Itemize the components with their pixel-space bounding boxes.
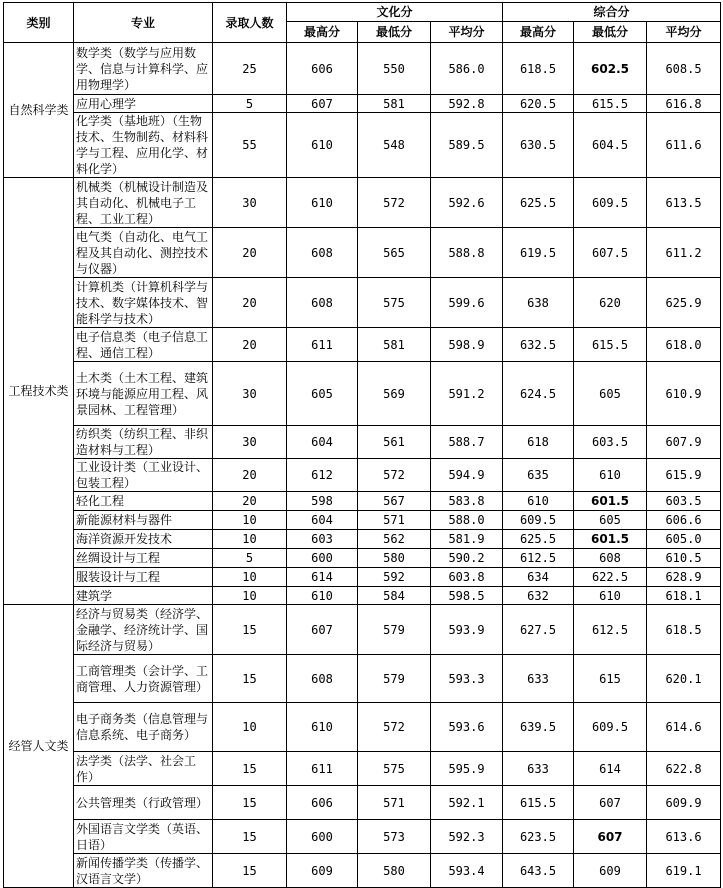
composite-max-cell: 633	[503, 752, 574, 786]
culture-avg-cell: 588.7	[431, 426, 503, 459]
composite-min-cell: 601.5	[574, 492, 647, 511]
culture-min-cell: 581	[358, 95, 431, 113]
culture-min-cell: 550	[358, 43, 431, 95]
table-row	[4, 178, 721, 228]
table-row	[4, 426, 721, 459]
table-row	[4, 703, 721, 752]
count-cell: 10	[213, 568, 287, 587]
header-composite-max: 最高分	[503, 22, 574, 43]
culture-max-cell: 611	[287, 328, 358, 362]
composite-min-cell: 615.5	[574, 95, 647, 113]
composite-min-cell: 608	[574, 549, 647, 568]
count-cell: 10	[213, 587, 287, 605]
composite-min-cell: 609.5	[574, 178, 647, 228]
composite-avg-cell: 607.9	[647, 426, 721, 459]
culture-min-cell: 592	[358, 568, 431, 587]
composite-avg-cell: 606.6	[647, 511, 721, 530]
header-culture-min: 最低分	[358, 22, 431, 43]
count-cell: 15	[213, 786, 287, 820]
culture-avg-cell: 592.1	[431, 786, 503, 820]
culture-max-cell: 604	[287, 426, 358, 459]
table-row	[4, 278, 721, 328]
composite-max-cell: 609.5	[503, 511, 574, 530]
major-cell: 海洋资源开发技术	[74, 530, 213, 549]
composite-min-cell: 610	[574, 459, 647, 492]
major-cell: 服装设计与工程	[74, 568, 213, 587]
composite-avg-cell: 622.8	[647, 752, 721, 786]
major-cell: 纺织类（纺织工程、非织造材料与工程）	[74, 426, 213, 459]
culture-avg-cell: 591.2	[431, 362, 503, 426]
culture-min-cell: 580	[358, 854, 431, 888]
count-cell: 15	[213, 752, 287, 786]
table-row	[4, 549, 721, 568]
culture-min-cell: 575	[358, 752, 431, 786]
table-row	[4, 95, 721, 113]
table-row	[4, 587, 721, 605]
culture-avg-cell: 593.3	[431, 655, 503, 703]
composite-max-cell: 620.5	[503, 95, 574, 113]
composite-max-cell: 632.5	[503, 328, 574, 362]
table-row	[4, 752, 721, 786]
culture-min-cell: 572	[358, 703, 431, 752]
major-cell: 应用心理学	[74, 95, 213, 113]
major-cell: 公共管理类（行政管理）	[74, 786, 213, 820]
count-cell: 20	[213, 228, 287, 278]
composite-max-cell: 610	[503, 492, 574, 511]
culture-max-cell: 610	[287, 113, 358, 178]
culture-max-cell: 608	[287, 278, 358, 328]
major-cell: 新闻传播学类（传播学、汉语言文学）	[74, 854, 213, 888]
header-count: 录取人数	[213, 3, 287, 43]
culture-max-cell: 614	[287, 568, 358, 587]
culture-min-cell: 572	[358, 459, 431, 492]
table-row	[4, 43, 721, 95]
count-cell: 10	[213, 703, 287, 752]
major-cell: 轻化工程	[74, 492, 213, 511]
culture-min-cell: 571	[358, 511, 431, 530]
count-cell: 10	[213, 511, 287, 530]
header-major: 专业	[74, 3, 213, 43]
count-cell: 30	[213, 362, 287, 426]
culture-avg-cell: 599.6	[431, 278, 503, 328]
composite-min-cell: 620	[574, 278, 647, 328]
composite-avg-cell: 613.6	[647, 820, 721, 854]
composite-max-cell: 627.5	[503, 605, 574, 655]
count-cell: 20	[213, 492, 287, 511]
major-cell: 法学类（法学、社会工作）	[74, 752, 213, 786]
culture-max-cell: 611	[287, 752, 358, 786]
culture-min-cell: 548	[358, 113, 431, 178]
table-row	[4, 568, 721, 587]
admission-score-table	[3, 2, 721, 888]
table-row	[4, 459, 721, 492]
composite-max-cell: 634	[503, 568, 574, 587]
composite-avg-cell: 610.9	[647, 362, 721, 426]
table-row	[4, 511, 721, 530]
major-cell: 电气类（自动化、电气工程及其自动化、测控技术与仪器）	[74, 228, 213, 278]
count-cell: 5	[213, 549, 287, 568]
header-composite-min: 最低分	[574, 22, 647, 43]
culture-max-cell: 608	[287, 228, 358, 278]
count-cell: 20	[213, 328, 287, 362]
composite-max-cell: 643.5	[503, 854, 574, 888]
culture-max-cell: 609	[287, 854, 358, 888]
culture-max-cell: 600	[287, 820, 358, 854]
table-row	[4, 492, 721, 511]
composite-min-cell: 615.5	[574, 328, 647, 362]
composite-max-cell: 625.5	[503, 178, 574, 228]
composite-avg-cell: 615.9	[647, 459, 721, 492]
culture-max-cell: 598	[287, 492, 358, 511]
composite-min-cell: 609	[574, 854, 647, 888]
header-category: 类别	[4, 3, 74, 43]
composite-min-cell: 601.5	[574, 530, 647, 549]
major-cell: 丝绸设计与工程	[74, 549, 213, 568]
culture-max-cell: 610	[287, 703, 358, 752]
composite-max-cell: 624.5	[503, 362, 574, 426]
composite-max-cell: 632	[503, 587, 574, 605]
culture-min-cell: 584	[358, 587, 431, 605]
composite-avg-cell: 605.0	[647, 530, 721, 549]
composite-max-cell: 612.5	[503, 549, 574, 568]
table-row	[4, 228, 721, 278]
composite-max-cell: 615.5	[503, 786, 574, 820]
culture-min-cell: 569	[358, 362, 431, 426]
category-cell: 工程技术类	[4, 178, 74, 605]
composite-avg-cell: 628.9	[647, 568, 721, 587]
culture-min-cell: 580	[358, 549, 431, 568]
composite-avg-cell: 603.5	[647, 492, 721, 511]
culture-min-cell: 561	[358, 426, 431, 459]
culture-min-cell: 565	[358, 228, 431, 278]
culture-avg-cell: 581.9	[431, 530, 503, 549]
composite-avg-cell: 625.9	[647, 278, 721, 328]
culture-max-cell: 608	[287, 655, 358, 703]
culture-avg-cell: 595.9	[431, 752, 503, 786]
count-cell: 5	[213, 95, 287, 113]
major-cell: 化学类（基地班）（生物技术、生物制药、材料科学与工程、应用化学、材料化学）	[74, 113, 213, 178]
composite-min-cell: 610	[574, 587, 647, 605]
culture-min-cell: 573	[358, 820, 431, 854]
count-cell: 30	[213, 426, 287, 459]
major-cell: 外国语言文学类（英语、日语）	[74, 820, 213, 854]
composite-min-cell: 614	[574, 752, 647, 786]
culture-min-cell: 581	[358, 328, 431, 362]
table-row	[4, 786, 721, 820]
culture-min-cell: 579	[358, 655, 431, 703]
culture-avg-cell: 592.3	[431, 820, 503, 854]
major-cell: 新能源材料与器件	[74, 511, 213, 530]
composite-min-cell: 604.5	[574, 113, 647, 178]
count-cell: 20	[213, 459, 287, 492]
culture-avg-cell: 598.9	[431, 328, 503, 362]
culture-avg-cell: 583.8	[431, 492, 503, 511]
composite-min-cell: 605	[574, 362, 647, 426]
composite-min-cell: 622.5	[574, 568, 647, 587]
composite-avg-cell: 611.6	[647, 113, 721, 178]
composite-max-cell: 618	[503, 426, 574, 459]
composite-min-cell: 607	[574, 820, 647, 854]
count-cell: 20	[213, 278, 287, 328]
composite-avg-cell: 618.1	[647, 587, 721, 605]
count-cell: 10	[213, 530, 287, 549]
composite-min-cell: 609.5	[574, 703, 647, 752]
culture-avg-cell: 593.4	[431, 854, 503, 888]
table-row	[4, 854, 721, 888]
composite-min-cell: 605	[574, 511, 647, 530]
culture-max-cell: 610	[287, 587, 358, 605]
culture-min-cell: 579	[358, 605, 431, 655]
header-composite: 综合分	[503, 3, 721, 22]
composite-avg-cell: 611.2	[647, 228, 721, 278]
culture-avg-cell: 588.8	[431, 228, 503, 278]
composite-min-cell: 607	[574, 786, 647, 820]
culture-max-cell: 607	[287, 605, 358, 655]
major-cell: 工商管理类（会计学、工商管理、人力资源管理）	[74, 655, 213, 703]
culture-max-cell: 612	[287, 459, 358, 492]
culture-avg-cell: 593.6	[431, 703, 503, 752]
count-cell: 15	[213, 854, 287, 888]
culture-min-cell: 567	[358, 492, 431, 511]
culture-max-cell: 604	[287, 511, 358, 530]
composite-min-cell: 615	[574, 655, 647, 703]
category-cell: 经管人文类	[4, 605, 74, 888]
culture-avg-cell: 588.0	[431, 511, 503, 530]
header-composite-avg: 平均分	[647, 22, 721, 43]
major-cell: 电子商务类（信息管理与信息系统、电子商务）	[74, 703, 213, 752]
count-cell: 15	[213, 655, 287, 703]
count-cell: 25	[213, 43, 287, 95]
table-row	[4, 113, 721, 178]
major-cell: 经济与贸易类（经济学、金融学、经济统计学、国际经济与贸易）	[74, 605, 213, 655]
composite-min-cell: 602.5	[574, 43, 647, 95]
composite-avg-cell: 620.1	[647, 655, 721, 703]
composite-min-cell: 612.5	[574, 605, 647, 655]
table-row	[4, 328, 721, 362]
composite-max-cell: 619.5	[503, 228, 574, 278]
count-cell: 15	[213, 605, 287, 655]
count-cell: 15	[213, 820, 287, 854]
composite-avg-cell: 616.8	[647, 95, 721, 113]
culture-max-cell: 607	[287, 95, 358, 113]
composite-max-cell: 638	[503, 278, 574, 328]
header-culture-max: 最高分	[287, 22, 358, 43]
composite-avg-cell: 613.5	[647, 178, 721, 228]
major-cell: 机械类（机械设计制造及其自动化、机械电子工程、工业工程）	[74, 178, 213, 228]
major-cell: 建筑学	[74, 587, 213, 605]
culture-max-cell: 605	[287, 362, 358, 426]
table-row	[4, 820, 721, 854]
table-row	[4, 605, 721, 655]
culture-avg-cell: 589.5	[431, 113, 503, 178]
composite-max-cell: 618.5	[503, 43, 574, 95]
culture-min-cell: 575	[358, 278, 431, 328]
composite-avg-cell: 608.5	[647, 43, 721, 95]
composite-max-cell: 623.5	[503, 820, 574, 854]
table-row	[4, 362, 721, 426]
composite-avg-cell: 610.5	[647, 549, 721, 568]
composite-avg-cell: 614.6	[647, 703, 721, 752]
composite-max-cell: 633	[503, 655, 574, 703]
table-row	[4, 655, 721, 703]
count-cell: 30	[213, 178, 287, 228]
culture-avg-cell: 590.2	[431, 549, 503, 568]
culture-max-cell: 600	[287, 549, 358, 568]
culture-min-cell: 562	[358, 530, 431, 549]
culture-avg-cell: 586.0	[431, 43, 503, 95]
composite-min-cell: 607.5	[574, 228, 647, 278]
composite-max-cell: 630.5	[503, 113, 574, 178]
composite-avg-cell: 618.5	[647, 605, 721, 655]
major-cell: 工业设计类（工业设计、包装工程）	[74, 459, 213, 492]
culture-min-cell: 572	[358, 178, 431, 228]
composite-max-cell: 625.5	[503, 530, 574, 549]
composite-max-cell: 639.5	[503, 703, 574, 752]
category-cell: 自然科学类	[4, 43, 74, 178]
culture-avg-cell: 594.9	[431, 459, 503, 492]
culture-avg-cell: 598.5	[431, 587, 503, 605]
major-cell: 计算机类（计算机科学与技术、数字媒体技术、智能科学与技术）	[74, 278, 213, 328]
culture-max-cell: 606	[287, 786, 358, 820]
composite-avg-cell: 619.1	[647, 854, 721, 888]
culture-max-cell: 603	[287, 530, 358, 549]
composite-avg-cell: 609.9	[647, 786, 721, 820]
culture-min-cell: 571	[358, 786, 431, 820]
culture-avg-cell: 603.8	[431, 568, 503, 587]
table-row	[4, 530, 721, 549]
culture-avg-cell: 592.8	[431, 95, 503, 113]
table-body	[4, 43, 721, 888]
major-cell: 土木类（土木工程、建筑环境与能源应用工程、风景园林、工程管理）	[74, 362, 213, 426]
header-culture: 文化分	[287, 3, 503, 22]
composite-max-cell: 635	[503, 459, 574, 492]
composite-min-cell: 603.5	[574, 426, 647, 459]
culture-max-cell: 610	[287, 178, 358, 228]
culture-avg-cell: 593.9	[431, 605, 503, 655]
composite-avg-cell: 618.0	[647, 328, 721, 362]
major-cell: 数学类（数学与应用数学、信息与计算科学、应用物理学）	[74, 43, 213, 95]
culture-max-cell: 606	[287, 43, 358, 95]
major-cell: 电子信息类（电子信息工程、通信工程）	[74, 328, 213, 362]
header-culture-avg: 平均分	[431, 22, 503, 43]
culture-avg-cell: 592.6	[431, 178, 503, 228]
count-cell: 55	[213, 113, 287, 178]
